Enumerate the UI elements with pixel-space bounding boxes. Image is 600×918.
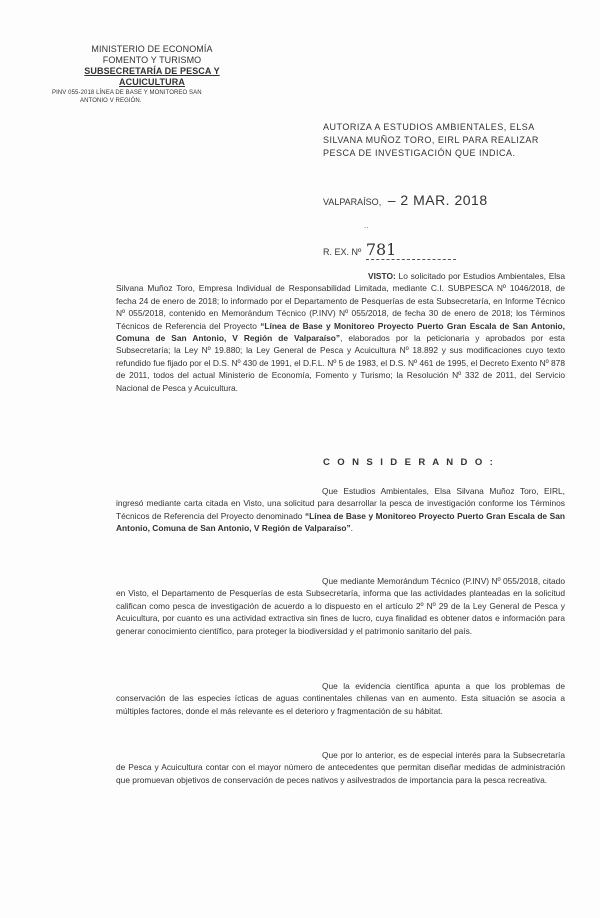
date-place: VALPARAÍSO, — [323, 197, 382, 207]
resolution-label: R. EX. Nº — [323, 247, 362, 257]
ministry-subtitle: FOMENTO Y TURISMO — [102, 55, 202, 65]
letterhead — [52, 44, 252, 105]
considerando-1-text: Que Estudios Ambientales, Elsa Silvana Muñoz Toro, EIRL, ingresó mediante carta citada en Visto, una solicitud para desarrollar la pesca de investigación conforme los Términos Técnicos de Referencia del Proyecto denominado — [116, 486, 565, 521]
subsecretaria-name: SUBSECRETARÍA DE PESCA Y ACUICULTURA — [84, 66, 220, 87]
visto-text-a: Lo solicitado por Estudios Ambientales, Elsa Silvana Muñoz Toro, Empresa Individual de Responsabilidad Limitada, mediante C.I. SUBPESCA Nº 1046/2018, de fecha 24 de enero de 2018; lo informado por el Departamento de Pesquerías de esta Subsecretaría, en Informe Técnico Nº 055/2018, contenido en Memorándum Técnico (P.INV) Nº 055/2018, de fecha 30 de enero de 2018; los Términos Técnicos de Referencia del Proyecto — [116, 271, 566, 331]
date-stamp: – 2 MAR. 2018 — [387, 192, 488, 208]
considerando-heading: C O N S I D E R A N D O : — [323, 457, 496, 468]
considerando-1-project-name: “Línea de Base y Monitoreo Proyecto Puerto Gran Escala de San Antonio, Comuna de San Antonio, V Región de Valparaíso” — [116, 510, 566, 534]
mark-dash: .. — [364, 221, 369, 230]
file-reference — [52, 89, 252, 105]
visto-label: VISTO: — [368, 271, 396, 281]
considerando-paragraph-2: Que mediante Memorándum Técnico (P.INV) Nº 055/2018, citado en Visto, el Departamento de Pesquerías de esta Subsecretaría, informa que las actividades planteadas en la solicitud califican como pesca de investigación de acuerdo a lo dispuesto en el artículo 2º Nº 29 de la Ley General de Pesca y Acuicultura, por cuanto es una actividad extractiva sin fines de lucro, cuya finalidad es obtener datos e información para generar conocimiento científico, para proteger la biodiversidad y el patrimonio sanitario del país. — [116, 576, 565, 636]
considerando-paragraph-4: Que por lo anterior, es de especial interés para la Subsecretaría de Pesca y Acuicultura contar con el mayor número de antecedentes que permitan diseñar medidas de administración que promuevan objetivos de conservación de peces nativos y asilvestrados de importancia para la pesca recreativa. — [116, 750, 565, 785]
visto-project-name: “Línea de Base y Monitoreo Proyecto Puerto Gran Escala de San Antonio, Comuna de San Antonio, V Región de Valparaíso” — [116, 320, 565, 344]
resolution-number-line — [323, 240, 456, 260]
considerando-paragraph-1 — [116, 485, 565, 535]
visto-text-b: , elaborados por la peticionaria y aprobados por esta Subsecretaría; la Ley Nº 19.880; la Ley General de Pesca y Acuicultura Nº 18.892 y sus modificaciones cuyo texto refundido fue fijado por el D.S. Nº 430 de 1991, el D.F.L. Nº 5 de 1983, el D.S. Nº 461 de 1995, el Decreto Exento Nº 878 de 2011, todos del actual Ministerio de Economía, Fomento y Turismo; la Resolución Nº 332 de 2011, del Servicio Nacional de Pesca y Acuicultura. — [116, 333, 566, 393]
considerando-1-end: . — [350, 523, 353, 534]
date-line — [323, 192, 488, 208]
file-reference-line-2: ANTONIO V REGIÓN. — [80, 98, 142, 104]
ministry-name: MINISTERIO DE ECONOMÍA — [91, 44, 213, 54]
file-reference-line-1: PINV 055-2018 LÍNEA DE BASE Y MONITOREO SAN — [52, 90, 202, 96]
resolution-subject: AUTORIZA A ESTUDIOS AMBIENTALES, ELSA SILVANA MUÑOZ TORO, EIRL PARA REALIZAR PESCA DE INVESTIGACIÓN QUE INDICA. — [323, 122, 539, 158]
resolution-number: 781 — [366, 240, 456, 260]
visto-paragraph — [116, 270, 565, 394]
considerando-paragraph-3: Que la evidencia científica apunta a que los problemas de conservación de las especies ícticas de aguas continentales chilenas van en aumento. Esta situación se asocia a múltiples factores, donde el más relevante es el deterioro y fragmentación de su hábitat. — [116, 681, 565, 716]
